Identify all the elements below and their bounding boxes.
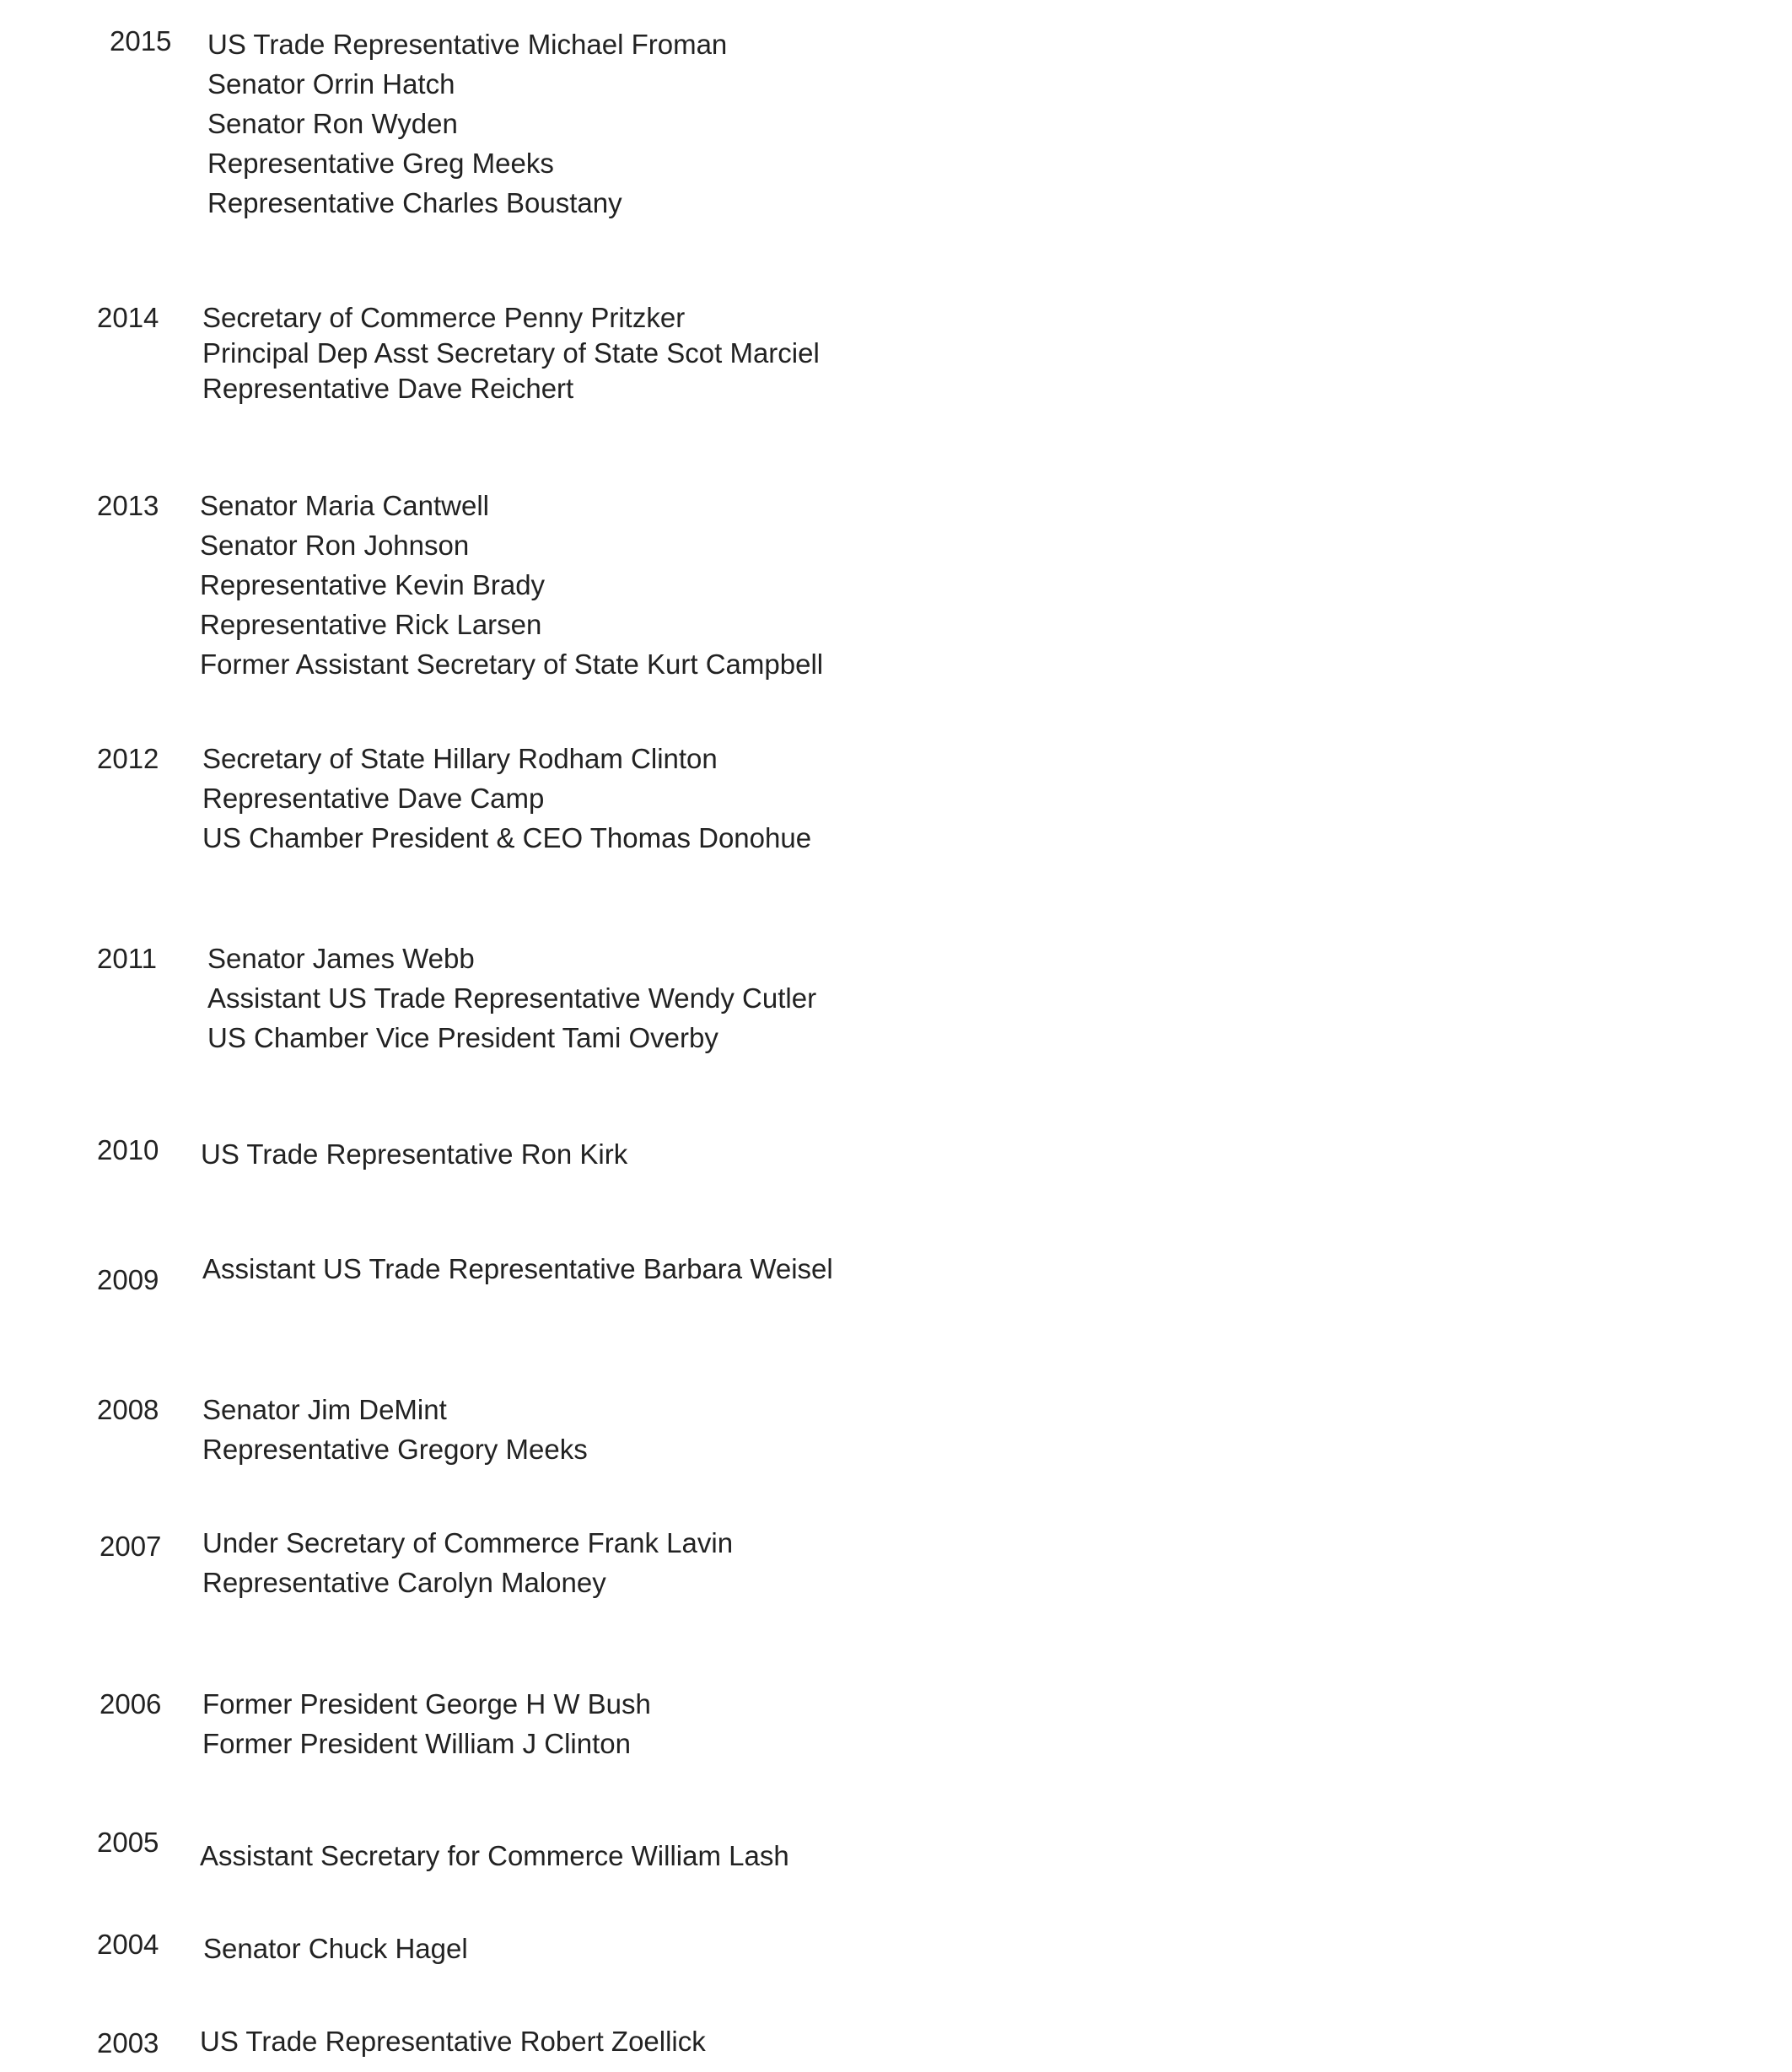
name-item: Secretary of Commerce Penny Pritzker	[202, 302, 686, 333]
name-list	[202, 1249, 833, 1289]
name-list	[201, 1134, 627, 1174]
name-item: Representative Charles Boustany	[207, 187, 622, 218]
year-label: 2007	[100, 1531, 162, 1562]
name-item: Senator Ron Johnson	[200, 530, 470, 561]
name-item: Representative Dave Camp	[202, 783, 545, 814]
year-label: 2014	[97, 302, 159, 333]
year-label: 2012	[97, 743, 159, 774]
name-list	[202, 739, 811, 858]
name-item: Secretary of State Hillary Rodham Clinton	[202, 743, 718, 774]
name-item: US Trade Representative Michael Froman	[207, 29, 728, 60]
name-list	[202, 1684, 651, 1763]
year-label: 2006	[100, 1688, 162, 1719]
year-label: 2003	[97, 2027, 159, 2059]
name-list	[200, 486, 823, 684]
name-item: Senator James Webb	[207, 943, 475, 974]
name-item: Senator Ron Wyden	[207, 108, 458, 139]
name-item: Senator Maria Cantwell	[200, 490, 489, 521]
year-label: 2011	[97, 943, 157, 974]
year-label: 2013	[97, 490, 159, 521]
name-list	[207, 24, 727, 223]
name-list	[202, 1523, 733, 1602]
name-list	[202, 300, 820, 406]
name-list	[207, 939, 816, 1058]
name-item: Principal Dep Asst Secretary of State Scot Marciel	[202, 337, 820, 369]
name-item: Senator Jim DeMint	[202, 1394, 447, 1425]
year-label: 2009	[97, 1264, 159, 1295]
name-item: Former Assistant Secretary of State Kurt Campbell	[200, 649, 824, 680]
name-item: Representative Rick Larsen	[200, 609, 542, 640]
name-list	[203, 1929, 468, 1968]
name-item: Former President William J Clinton	[202, 1728, 631, 1759]
name-item: Representative Carolyn Maloney	[202, 1567, 606, 1598]
name-item: Under Secretary of Commerce Frank Lavin	[202, 1527, 734, 1558]
name-item: Representative Gregory Meeks	[202, 1434, 588, 1465]
year-label: 2005	[97, 1827, 159, 1858]
year-label: 2008	[97, 1394, 159, 1425]
name-item: Former President George H W Bush	[202, 1688, 651, 1719]
name-list	[200, 2021, 706, 2061]
name-item: Assistant US Trade Representative Wendy Cutler	[207, 982, 817, 1014]
name-item: US Chamber President & CEO Thomas Donohue	[202, 822, 812, 853]
name-item: Representative Dave Reichert	[202, 373, 574, 404]
name-list	[202, 1390, 588, 1469]
name-list	[200, 1836, 789, 1876]
name-item: Assistant Secretary for Commerce William Lash	[200, 1840, 789, 1871]
name-item: Senator Orrin Hatch	[207, 68, 455, 100]
name-item: Representative Kevin Brady	[200, 569, 546, 600]
year-label: 2004	[97, 1929, 159, 1960]
name-item: Representative Greg Meeks	[207, 148, 554, 179]
year-label: 2010	[97, 1134, 159, 1165]
name-item: Senator Chuck Hagel	[203, 1933, 468, 1964]
name-item: US Trade Representative Robert Zoellick	[200, 2026, 706, 2057]
name-item: Assistant US Trade Representative Barbara Weisel	[202, 1253, 833, 1284]
year-label: 2015	[110, 25, 172, 57]
name-item: US Trade Representative Ron Kirk	[201, 1138, 628, 1170]
name-item: US Chamber Vice President Tami Overby	[207, 1022, 718, 1053]
